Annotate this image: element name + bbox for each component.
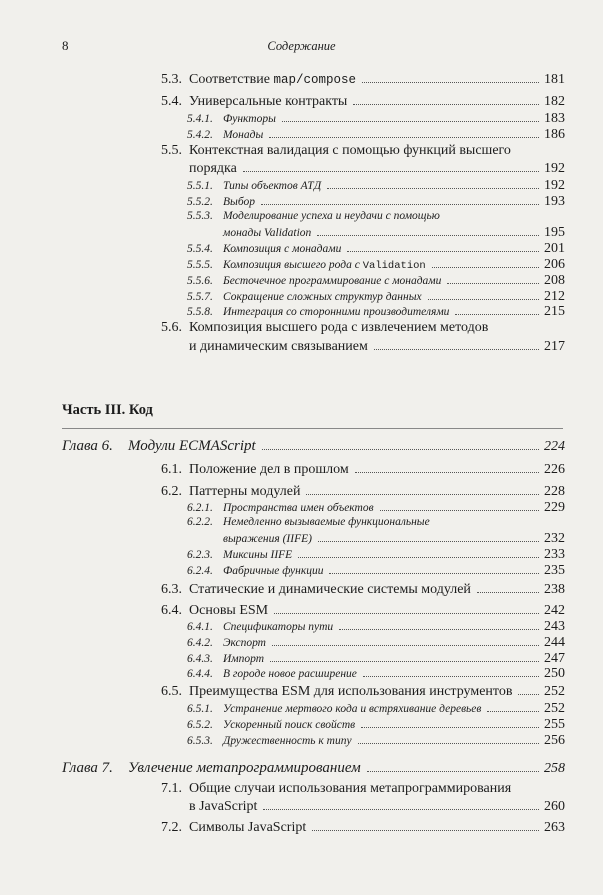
dot-leader [269, 137, 539, 138]
toc-page: 181 [544, 72, 565, 87]
toc-page: 232 [544, 531, 565, 546]
toc-page: 224 [544, 439, 565, 454]
toc-entry[interactable] [161, 462, 565, 478]
dot-leader [367, 771, 539, 772]
toc-chapter-title: Увлечение метапрограммированием [128, 760, 361, 776]
toc-entry[interactable] [187, 500, 565, 516]
toc-entry[interactable] [187, 635, 565, 651]
toc-title: Статические и динамические системы модулей [189, 582, 471, 597]
toc-title: Экспорт [223, 637, 266, 649]
toc-entry[interactable] [161, 603, 565, 619]
dot-leader [361, 727, 539, 728]
toc-entry[interactable] [187, 651, 565, 667]
toc-entry-first-line[interactable] [161, 143, 511, 159]
toc-title: Композиция высшего рода с извлечением методов [189, 320, 489, 335]
toc-number: 6.4.3. [187, 653, 213, 665]
toc-entry[interactable] [187, 127, 565, 143]
toc-page: 206 [544, 257, 565, 272]
toc-number: 5.4.2. [187, 129, 213, 141]
code-text: Validation [362, 260, 426, 272]
dot-leader [243, 171, 539, 172]
toc-entry[interactable] [223, 531, 565, 547]
toc-number: 5.5.3. [187, 210, 213, 222]
toc-title: Устранение мертвого кода и встряхивание деревьев [223, 703, 482, 715]
toc-title: Преимущества ESM для использования инструментов [189, 684, 513, 699]
toc-entry[interactable] [187, 178, 565, 194]
toc-page: 233 [544, 547, 565, 562]
toc-page: 183 [544, 111, 565, 126]
dot-leader [355, 472, 539, 473]
toc-page: 263 [544, 820, 565, 835]
dot-leader [274, 613, 539, 614]
toc-entry[interactable] [187, 717, 565, 733]
toc-chapter-entry[interactable] [62, 760, 565, 777]
dot-leader [447, 283, 539, 284]
toc-page: 243 [544, 619, 565, 634]
toc-number: 5.5.2. [187, 196, 213, 208]
toc-number: 5.4. [161, 94, 182, 109]
toc-number: 7.1. [161, 781, 182, 796]
toc-page: 201 [544, 241, 565, 256]
toc-entry[interactable] [161, 684, 565, 700]
dot-leader [487, 711, 539, 712]
toc-entry[interactable] [189, 799, 565, 815]
toc-entry[interactable] [223, 225, 565, 241]
toc-number: 6.4. [161, 603, 182, 618]
toc-number: 5.6. [161, 320, 182, 335]
page-number: 8 [62, 38, 69, 53]
part-heading: Часть III. Код [62, 402, 153, 418]
dot-leader [318, 541, 539, 542]
toc-page: 192 [544, 178, 565, 193]
toc-page: 258 [544, 761, 565, 776]
toc-title: Композиция с монадами [223, 243, 342, 255]
toc-number: 5.3. [161, 72, 182, 87]
dot-leader [455, 314, 539, 315]
toc-title-continued: и динамическим связыванием [189, 339, 368, 354]
toc-title: Универсальные контракты [189, 94, 348, 109]
toc-title: В городе новое расширение [223, 668, 357, 680]
toc-title: Соответствие map/compose [189, 72, 356, 87]
toc-page: 244 [544, 635, 565, 650]
toc-title-continued: монады Validation [223, 227, 312, 239]
toc-title: Паттерны модулей [189, 484, 301, 499]
toc-page: 250 [544, 666, 565, 681]
toc-number: 5.4.1. [187, 113, 213, 125]
toc-number: 6.2.1. [187, 502, 213, 514]
toc-page: 182 [544, 94, 565, 109]
toc-number: 5.5. [161, 143, 182, 158]
toc-title: Моделирование успеха и неудачи с помощью [223, 210, 440, 222]
toc-title: Немедленно вызываемые функциональные [223, 516, 430, 528]
toc-title: Дружественность к типу [223, 735, 352, 747]
toc-entry[interactable] [161, 820, 565, 836]
dot-leader [298, 557, 539, 558]
toc-title: Выбор [223, 196, 255, 208]
toc-title: Спецификаторы пути [223, 621, 334, 633]
dot-leader [317, 235, 539, 236]
dot-leader [312, 830, 539, 831]
dot-leader [261, 204, 539, 205]
dot-leader [477, 592, 539, 593]
toc-entry-first-line[interactable] [187, 210, 440, 222]
toc-entry[interactable] [187, 194, 565, 210]
toc-number: 6.4.4. [187, 668, 213, 680]
toc-number: 5.5.6. [187, 275, 213, 287]
toc-page: 193 [544, 194, 565, 209]
toc-entry-first-line[interactable] [161, 320, 488, 336]
dot-leader [306, 494, 539, 495]
toc-entry[interactable] [187, 289, 565, 305]
toc-number: 6.2. [161, 484, 182, 499]
toc-number: 5.5.8. [187, 306, 213, 318]
toc-entry[interactable] [187, 619, 565, 635]
toc-title: Контекстная валидация с помощью функций высшего [189, 143, 511, 158]
dot-leader [270, 661, 539, 662]
dot-leader [358, 743, 539, 744]
toc-number: 6.2.3. [187, 549, 213, 561]
toc-title-continued: в JavaScript [189, 799, 258, 814]
toc-chapter-entry[interactable] [62, 438, 565, 455]
dot-leader [263, 809, 539, 810]
dot-leader [329, 573, 539, 574]
toc-title-continued: порядка [189, 161, 237, 176]
toc-entry[interactable] [161, 72, 565, 88]
toc-entry[interactable] [189, 161, 565, 177]
dot-leader [374, 349, 539, 350]
toc-entry[interactable] [187, 273, 565, 289]
toc-entry-first-line[interactable] [161, 781, 511, 797]
dot-leader [518, 694, 539, 695]
dot-leader [363, 676, 539, 677]
toc-number: 6.4.2. [187, 637, 213, 649]
toc-page: 252 [544, 684, 565, 699]
dot-leader [428, 299, 539, 300]
toc-page: 215 [544, 304, 565, 319]
toc-title: Положение дел в прошлом [189, 462, 349, 477]
toc-entry[interactable] [187, 257, 565, 273]
dot-leader [362, 82, 539, 83]
toc-entry[interactable] [187, 547, 565, 563]
toc-page: 252 [544, 701, 565, 716]
running-head: Содержание [267, 39, 336, 53]
toc-chapter-number: Глава 7. [62, 760, 113, 776]
dot-leader [262, 449, 539, 450]
toc-title: Интеграция со сторонними производителями [223, 306, 450, 318]
toc-page: 226 [544, 462, 565, 477]
toc-page: 238 [544, 582, 565, 597]
toc-number: 6.5.1. [187, 703, 213, 715]
toc-title: Основы ESM [189, 603, 269, 618]
toc-entry[interactable] [187, 304, 565, 320]
toc-page: 228 [544, 484, 565, 499]
toc-number: 6.5.2. [187, 719, 213, 731]
toc-title: Ускоренный поиск свойств [223, 719, 356, 731]
toc-page: 247 [544, 651, 565, 666]
toc-title: Композиция высшего рода с Validation [223, 259, 426, 272]
toc-entry[interactable] [161, 582, 565, 598]
toc-number: 7.2. [161, 820, 182, 835]
toc-number: 5.5.5. [187, 259, 213, 271]
toc-entry[interactable] [161, 94, 565, 110]
dot-leader [282, 121, 539, 122]
toc-page: 255 [544, 717, 565, 732]
toc-title: Импорт [223, 653, 265, 665]
toc-page: 208 [544, 273, 565, 288]
toc-page: 242 [544, 603, 565, 618]
toc-page: 186 [544, 127, 565, 142]
code-text: map/compose [273, 73, 356, 87]
toc-entry[interactable] [187, 111, 565, 127]
toc-page: 195 [544, 225, 565, 240]
part-divider [62, 428, 563, 429]
toc-number: 6.5.3. [187, 735, 213, 747]
dot-leader [327, 188, 539, 189]
toc-number: 6.2.4. [187, 565, 213, 577]
toc-entry[interactable] [187, 701, 565, 717]
toc-page: 217 [544, 339, 565, 354]
toc-entry[interactable] [187, 733, 565, 749]
toc-page: 212 [544, 289, 565, 304]
toc-number: 6.1. [161, 462, 182, 477]
toc-title: Бесточечное программирование с монадами [223, 275, 442, 287]
toc-title: Фабричные функции [223, 565, 324, 577]
dot-leader [347, 251, 539, 252]
toc-entry[interactable] [187, 241, 565, 257]
dot-leader [432, 267, 539, 268]
toc-entry[interactable] [187, 666, 565, 682]
toc-title: Общие случаи использования метапрограммирования [189, 781, 512, 796]
toc-title: Миксины IIFE [223, 549, 293, 561]
toc-title-continued: выражения (IIFE) [223, 533, 312, 545]
toc-number: 6.2.2. [187, 516, 213, 528]
dot-leader [272, 645, 539, 646]
toc-number: 5.5.1. [187, 180, 213, 192]
toc-chapter-title: Модули ECMAScript [128, 438, 256, 454]
toc-number: 6.3. [161, 582, 182, 597]
toc-chapter-number: Глава 6. [62, 438, 113, 454]
toc-number: 5.5.7. [187, 291, 213, 303]
toc-page: 229 [544, 500, 565, 515]
toc-page: 192 [544, 161, 565, 176]
toc-entry[interactable] [189, 339, 565, 355]
toc-page: 260 [544, 799, 565, 814]
toc-title: Функторы [223, 113, 276, 125]
toc-title: Монады [223, 129, 264, 141]
dot-leader [353, 104, 539, 105]
toc-number: 6.4.1. [187, 621, 213, 633]
toc-entry[interactable] [187, 563, 565, 579]
toc-entry-first-line[interactable] [187, 516, 430, 528]
toc-title: Пространства имен объектов [223, 502, 374, 514]
toc-page: 256 [544, 733, 565, 748]
dot-leader [339, 629, 539, 630]
toc-number: 5.5.4. [187, 243, 213, 255]
toc-title: Сокращение сложных структур данных [223, 291, 422, 303]
dot-leader [380, 510, 539, 511]
toc-title: Символы JavaScript [189, 820, 307, 835]
toc-entry[interactable] [161, 484, 565, 500]
toc-number: 6.5. [161, 684, 182, 699]
toc-title: Типы объектов АТД [223, 180, 322, 192]
toc-page: 235 [544, 563, 565, 578]
